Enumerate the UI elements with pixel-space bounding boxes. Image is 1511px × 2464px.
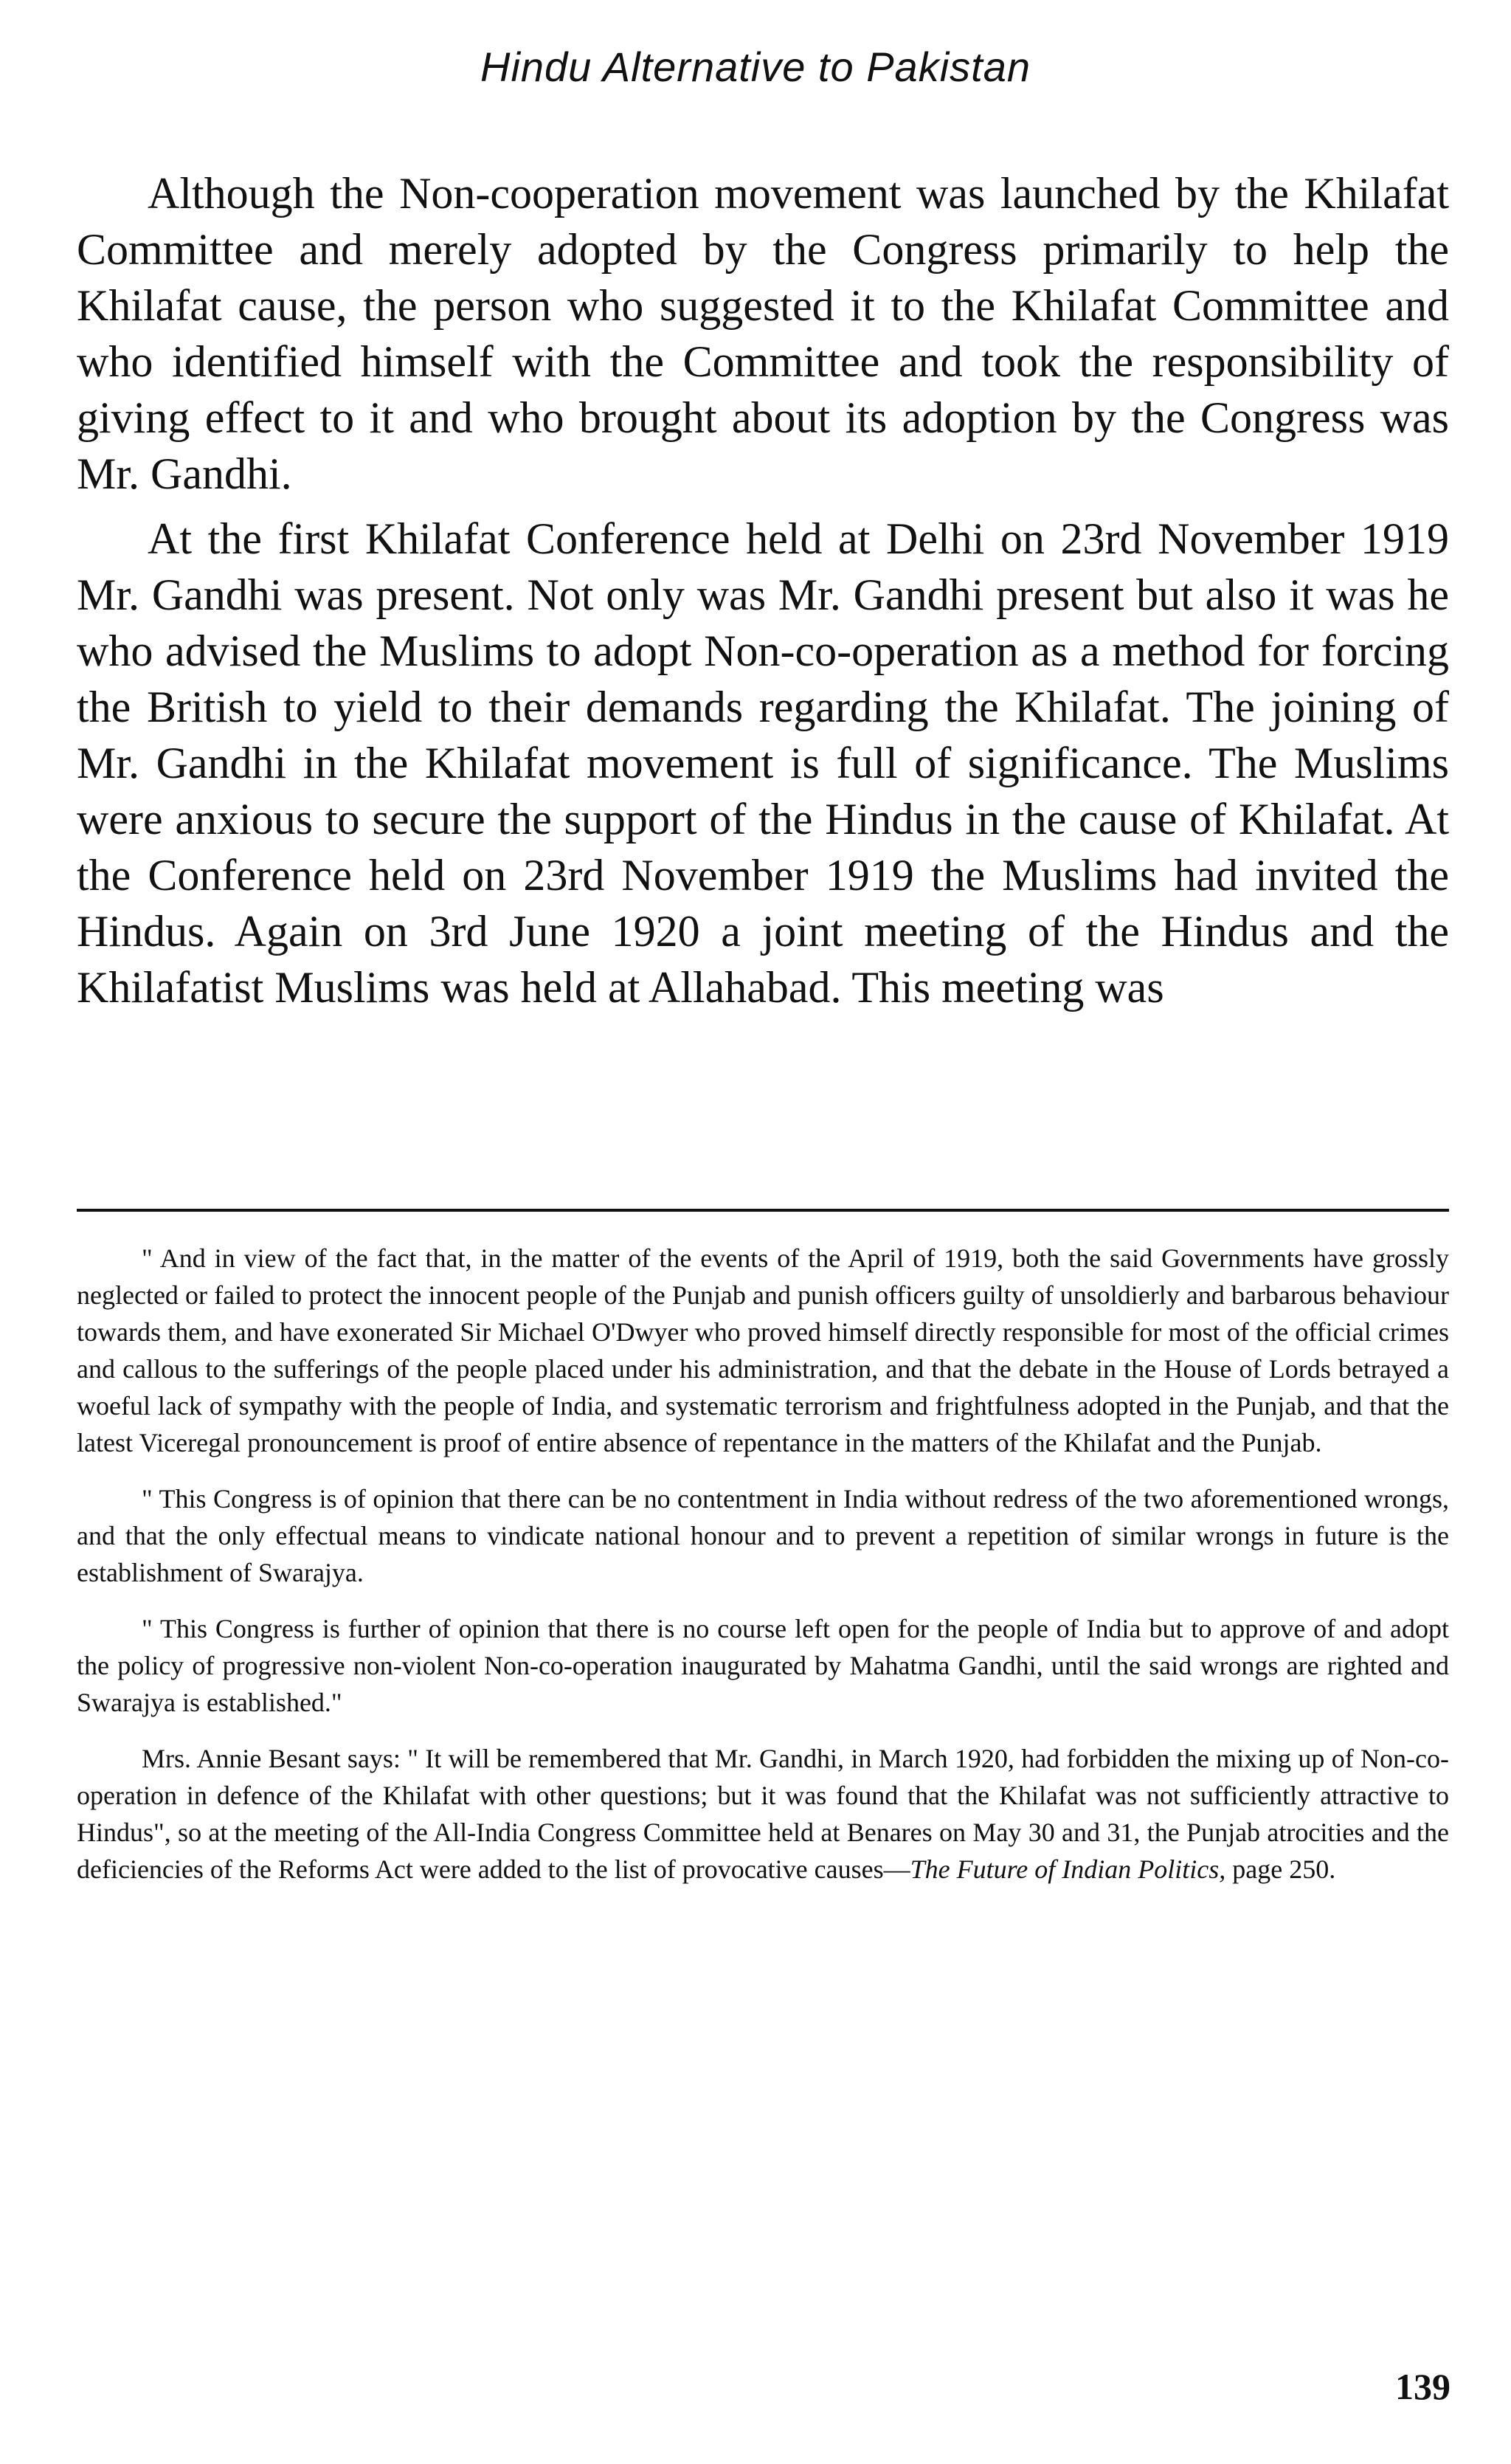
footnote-quote: " And in view of the fact that, in the matter of the events of the April of 1919, both the said Governments have grossly neglected or failed to protect the innocent people of the Punjab and punish officers guilty of unsoldierly and barbarous behaviour towards them, and have exonerated Sir Michael O'Dwyer who proved himself directly responsible for most of the official crimes and callous to the sufferings of the people placed under his administration, and that the debate in the House of Lords betrayed a woeful lack of sympathy with the people of India, and systematic terrorism and frightfulness adopted in the Punjab, and that the latest Viceregal pronouncement is proof of entire absence of repentance in the matters of the Khilafat and the Punjab.	[77, 1243, 1449, 1457]
footnote-divider	[77, 1209, 1449, 1212]
main-text	[77, 165, 1449, 1015]
besant-quote-text: Mrs. Annie Besant says: " It will be remembered that Mr. Gandhi, in March 1920, had forbidden the mixing up of Non-co-operation in defence of the Khilafat with other questions; but it was found that the Khilafat was not sufficiently attractive to Hindus", so at the meeting of the All-India Congress Committee held at Benares on May 30 and 31, the Punjab atrocities and the deficiencies of the Reforms Act were added to the list of provocative causes—	[77, 1744, 1449, 1884]
besant-source-title: The Future of Indian Politics,	[910, 1854, 1226, 1884]
body-paragraph: At the first Khilafat Conference held at Delhi on 23rd November 1919 Mr. Gandhi was present. Not only was Mr. Gandhi present but also it was he who advised the Muslims to adopt Non-co-operation as a method for forcing the British to yield to their demands regarding the Khilafat. The joining of Mr. Gandhi in the Khilafat movement is full of significance. The Muslims were anxious to secure the support of the Hindus in the cause of Khilafat. At the Conference held on 23rd November 1919 the Muslims had invited the Hindus. Again on 3rd June 1920 a joint meeting of the Hindus and the Khilafatist Muslims was held at Allahabad. This meeting was	[77, 514, 1449, 1012]
footnote-quote: " This Congress is of opinion that there can be no contentment in India without redress of the two aforementioned wrongs, and that the only effectual means to vindicate national honour and to prevent a repetition of similar wrongs in future is the establishment of Swarajya.	[77, 1484, 1449, 1587]
footnotes	[77, 1240, 1449, 1888]
besant-source-page: page 250.	[1225, 1854, 1336, 1884]
page-number: 139	[1395, 2366, 1451, 2407]
running-head: Hindu Alternative to Pakistan	[480, 44, 1031, 90]
footnote-besant	[77, 1740, 1449, 1888]
footnote-quote: " This Congress is further of opinion that there is no course left open for the people of India but to approve of and adopt the policy of progressive non-violent Non-co-operation inaugurated by Mahatma Gandhi, until the said wrongs are righted and Swarajya is established."	[77, 1614, 1449, 1717]
body-paragraph: Although the Non-cooperation movement was launched by the Khilafat Committee and merely adopted by the Congress primarily to help the Khilafat cause, the person who suggested it to the Khilafat Committee and who identified himself with the Committee and took the responsibility of giving effect to it and who brought about its adoption by the Congress was Mr. Gandhi.	[77, 169, 1449, 498]
